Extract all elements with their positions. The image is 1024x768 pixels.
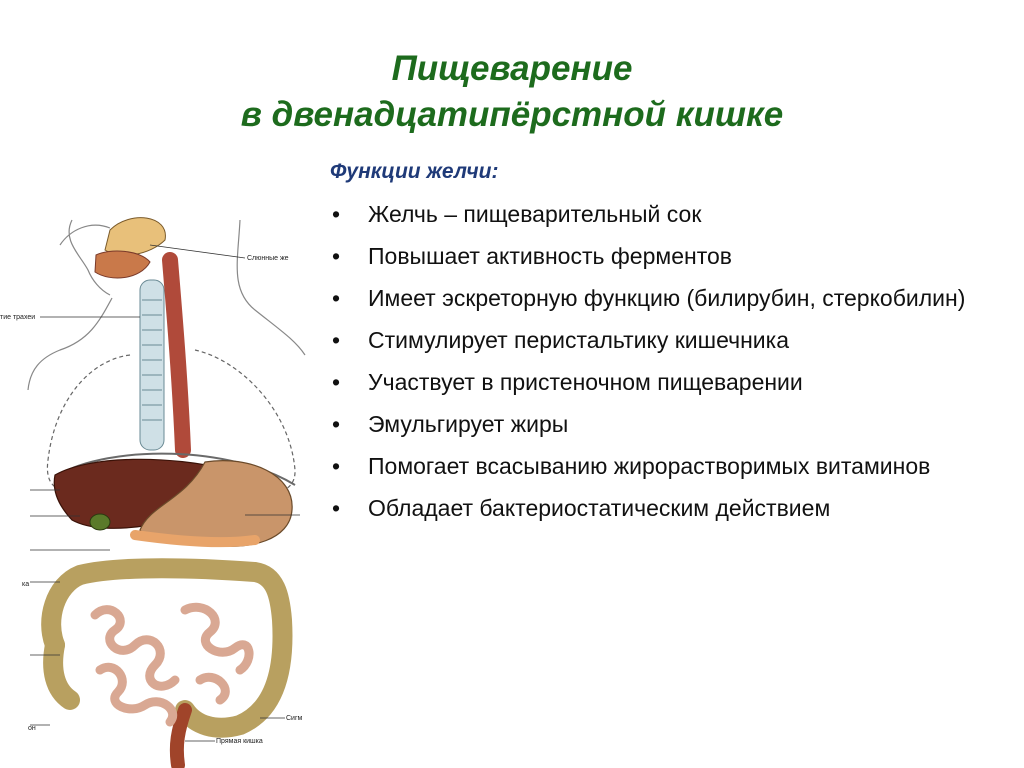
bullet-list — [326, 198, 966, 534]
bullet-dot: • — [332, 453, 341, 479]
gallbladder — [90, 514, 110, 530]
digestive-system-illustration — [0, 200, 320, 768]
label-salivary: Слюнные же — [247, 255, 289, 262]
bullet-dot: • — [332, 495, 341, 521]
cecum — [53, 645, 70, 700]
bullet-item — [326, 366, 966, 398]
bullet-text: Желчь – пищеварительный сок — [368, 201, 702, 227]
title-line-1: Пищеварение — [391, 49, 633, 88]
label-left-mid: ка — [22, 581, 30, 588]
small-intestine — [95, 607, 249, 722]
bullet-dot: • — [332, 201, 341, 227]
bullet-text: Стимулирует перистальтику кишечника — [368, 327, 789, 353]
title-line-2: в двенадцатипёрстной кишке — [240, 95, 784, 134]
bullet-text: Участвует в пристеночном пищеварении — [368, 369, 803, 395]
bullet-item — [326, 408, 966, 440]
bullet-text: Помогает всасыванию жирорастворимых витаминов — [368, 453, 931, 479]
bullet-text: Эмульгирует жиры — [368, 411, 569, 437]
bullet-dot: • — [332, 327, 341, 353]
trachea — [140, 280, 164, 450]
bullet-text: Повышает активность ферментов — [368, 243, 732, 269]
esophagus — [170, 260, 183, 450]
label-rectum: Прямая кишка — [216, 738, 263, 745]
bullet-dot: • — [332, 243, 341, 269]
bullet-item — [326, 324, 966, 356]
label-left-bottom: он — [28, 725, 36, 732]
bullet-text: Имеет эскреторную функцию (билирубин, стеркобилин) — [368, 285, 966, 311]
bullet-item — [326, 240, 966, 272]
bullet-dot: • — [332, 369, 341, 395]
bullet-dot: • — [332, 285, 341, 311]
label-trachea: тие трахеи — [0, 314, 36, 321]
slide-title — [0, 46, 1024, 138]
bullet-item — [326, 282, 966, 314]
subtitle: Функции желчи: — [330, 160, 499, 183]
bullet-item — [326, 198, 966, 230]
bullet-dot: • — [332, 411, 341, 437]
bullet-item — [326, 450, 966, 482]
bullet-item — [326, 492, 966, 524]
rectum — [177, 710, 185, 765]
bullet-text: Обладает бактериостатическим действием — [368, 495, 831, 521]
label-sigmoid: Сигм — [286, 715, 303, 722]
